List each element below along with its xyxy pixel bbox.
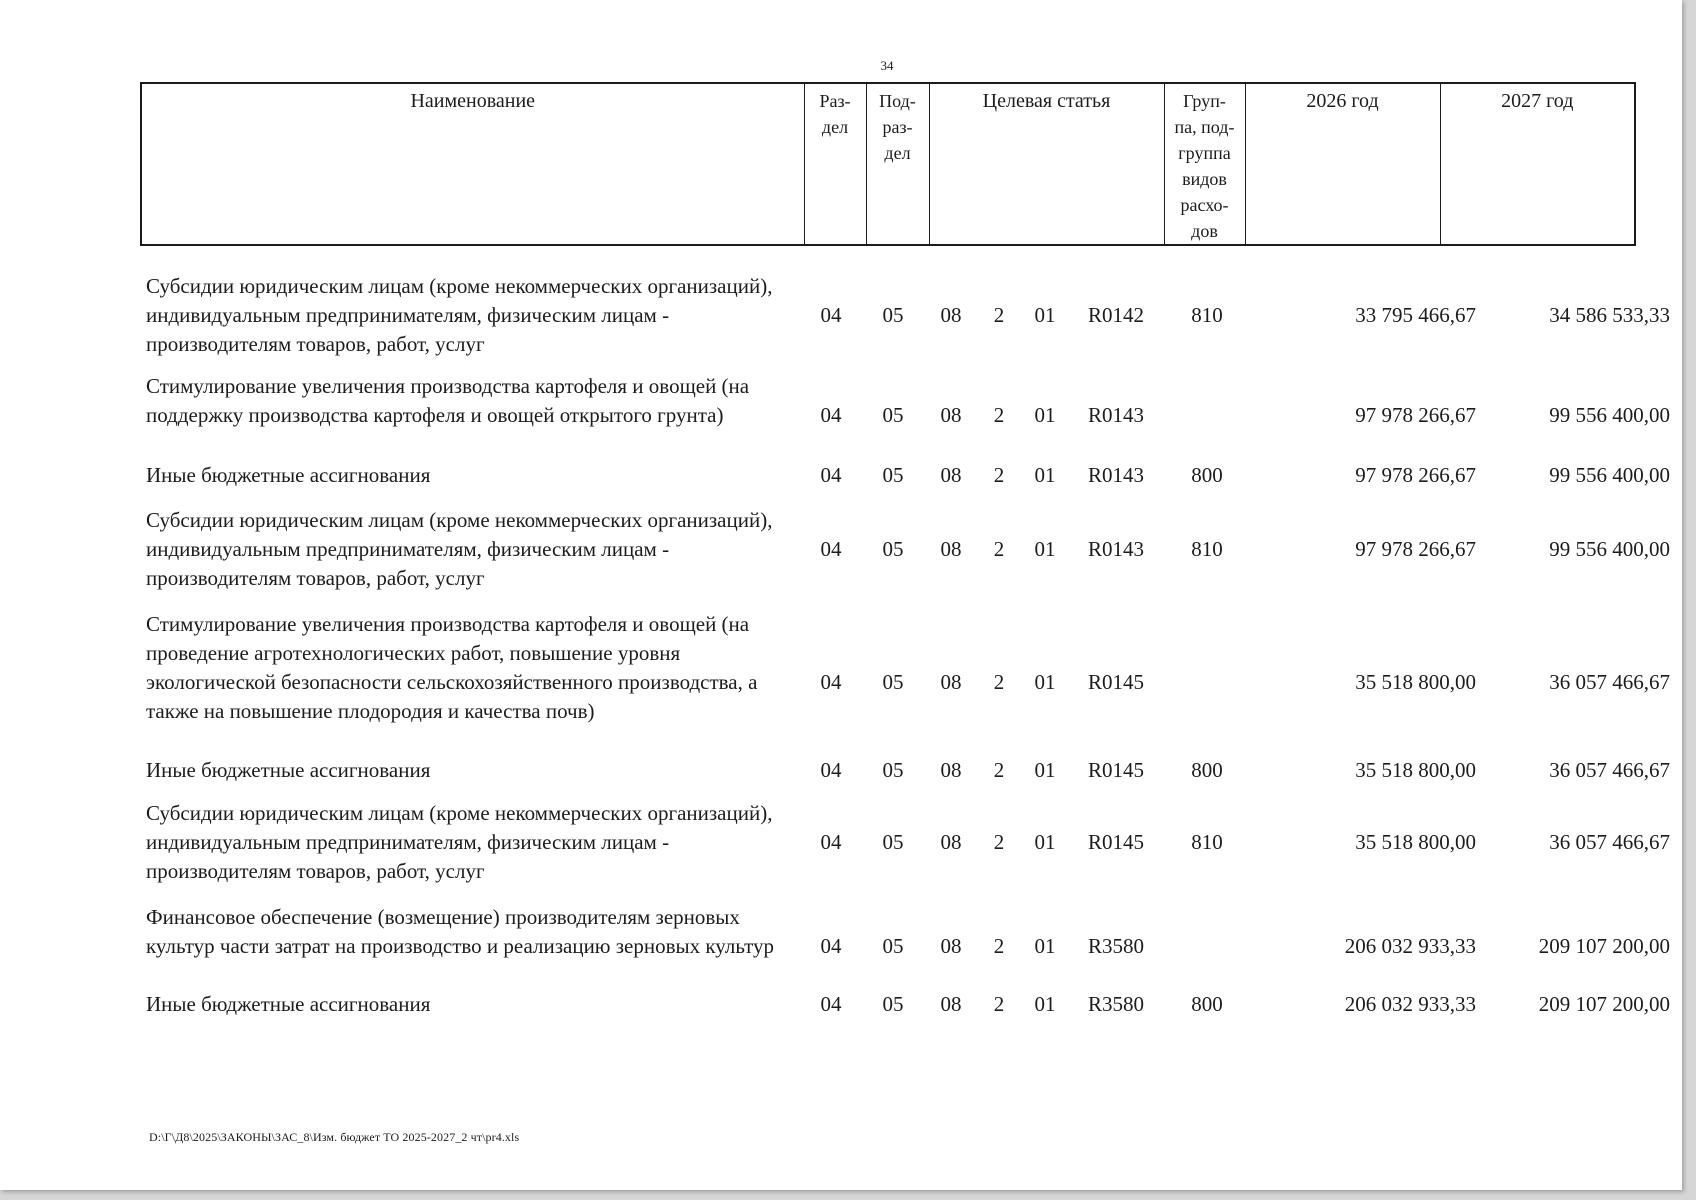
row-amount-2027: 36 057 466,67 (1549, 830, 1670, 854)
row-amount-2027: 209 107 200,00 (1538, 934, 1670, 958)
row-subsection: 05 (882, 830, 904, 854)
row-article-program: 08 (940, 934, 962, 958)
row-name: Финансовое обеспечение (возмещение) производителям зерновых культур части затрат на производство и реализацию зерновых культур (146, 905, 775, 958)
row-article-direction: R0143 (1087, 463, 1144, 487)
row-section: 04 (820, 537, 842, 561)
table-row (140, 506, 1670, 594)
row-subsection: 05 (882, 992, 904, 1016)
file-path-footer: D:\Г\Д8\2025\ЗАКОНЫ\ЗАС_8\Изм. бюджет ТО 2025-2027_2 чт\pr4.xls (149, 1130, 520, 1144)
header-year-2027: 2027 год (1440, 83, 1635, 245)
row-section: 04 (820, 758, 842, 782)
row-article-subprogram: 2 (993, 758, 1005, 782)
row-article-subprogram: 2 (993, 670, 1005, 694)
row-article-main: 01 (1034, 830, 1056, 854)
header-target-article: Целевая статья (929, 83, 1164, 245)
row-article-program: 08 (940, 670, 962, 694)
row-expense-group: 810 (1191, 303, 1223, 327)
row-article-subprogram: 2 (993, 934, 1005, 958)
table-row (140, 903, 1670, 991)
row-article-program: 08 (940, 758, 962, 782)
row-amount-2026: 97 978 266,67 (1355, 403, 1476, 427)
row-article-main: 01 (1034, 303, 1056, 327)
page-number: 34 (880, 58, 894, 73)
row-amount-2027: 36 057 466,67 (1549, 758, 1670, 782)
row-subsection: 05 (882, 537, 904, 561)
row-article-direction: R0143 (1087, 403, 1144, 427)
row-subsection: 05 (882, 463, 904, 487)
table-header (140, 82, 1636, 246)
row-section: 04 (820, 670, 842, 694)
row-article-main: 01 (1034, 758, 1056, 782)
row-article-direction: R0143 (1087, 537, 1144, 561)
table-row (140, 372, 1670, 460)
row-article-main: 01 (1034, 403, 1056, 427)
row-article-subprogram: 2 (993, 537, 1005, 561)
row-subsection: 05 (882, 670, 904, 694)
row-article-direction: R3580 (1087, 934, 1144, 958)
row-article-subprogram: 2 (993, 303, 1005, 327)
row-name: Субсидии юридическим лицам (кроме некоммерческих организаций), индивидуальным предпринимателям, физическим лицам - производителям товаров, работ, услуг (146, 508, 773, 590)
row-amount-2026: 206 032 933,33 (1344, 992, 1476, 1016)
row-article-main: 01 (1034, 934, 1056, 958)
row-article-direction: R0145 (1087, 670, 1144, 694)
row-name: Стимулирование увеличения производства картофеля и овощей (на проведение агротехнологических работ, повышение уровня экологической безопасности сельскохозяйственного производства, а также на повышение плодородия и качества почв) (146, 612, 758, 723)
row-article-subprogram: 2 (993, 463, 1005, 487)
table-row (140, 272, 1670, 360)
table-row (140, 461, 1670, 491)
row-article-direction: R0145 (1087, 758, 1144, 782)
row-name: Иные бюджетные ассигнования (146, 758, 431, 782)
row-subsection: 05 (882, 758, 904, 782)
row-article-program: 08 (940, 303, 962, 327)
row-expense-group: 810 (1191, 830, 1223, 854)
row-name: Субсидии юридическим лицам (кроме некоммерческих организаций), индивидуальным предпринимателям, физическим лицам - производителям товаров, работ, услуг (146, 801, 773, 883)
row-article-program: 08 (940, 992, 962, 1016)
row-subsection: 05 (882, 303, 904, 327)
row-amount-2026: 97 978 266,67 (1355, 537, 1476, 561)
row-section: 04 (820, 403, 842, 427)
row-section: 04 (820, 303, 842, 327)
row-amount-2026: 33 795 466,67 (1355, 303, 1476, 327)
row-amount-2027: 99 556 400,00 (1549, 537, 1670, 561)
row-amount-2026: 35 518 800,00 (1355, 670, 1476, 694)
row-article-direction: R0145 (1087, 830, 1144, 854)
row-article-main: 01 (1034, 537, 1056, 561)
row-article-subprogram: 2 (993, 830, 1005, 854)
row-expense-group: 800 (1191, 758, 1223, 782)
row-name: Стимулирование увеличения производства картофеля и овощей (на поддержку производства картофеля и овощей открытого грунта) (146, 374, 750, 427)
row-section: 04 (820, 463, 842, 487)
row-expense-group: 800 (1191, 463, 1223, 487)
row-amount-2027: 99 556 400,00 (1549, 463, 1670, 487)
row-amount-2027: 209 107 200,00 (1538, 992, 1670, 1016)
row-section: 04 (820, 830, 842, 854)
table-row (140, 990, 1670, 1020)
row-article-program: 08 (940, 830, 962, 854)
row-amount-2026: 97 978 266,67 (1355, 463, 1476, 487)
row-article-main: 01 (1034, 670, 1056, 694)
row-article-direction: R3580 (1087, 992, 1144, 1016)
row-name: Иные бюджетные ассигнования (146, 463, 431, 487)
row-subsection: 05 (882, 934, 904, 958)
table-row (140, 756, 1670, 786)
row-name: Иные бюджетные ассигнования (146, 992, 431, 1016)
row-article-main: 01 (1034, 992, 1056, 1016)
header-year-2026: 2026 год (1245, 83, 1440, 245)
row-amount-2026: 35 518 800,00 (1355, 830, 1476, 854)
table-row (140, 799, 1670, 887)
row-expense-group: 800 (1191, 992, 1223, 1016)
row-article-program: 08 (940, 403, 962, 427)
row-expense-group: 810 (1191, 537, 1223, 561)
header-name: Наименование (141, 83, 804, 245)
row-name: Субсидии юридическим лицам (кроме некоммерческих организаций), индивидуальным предпринимателям, физическим лицам - производителям товаров, работ, услуг (146, 274, 773, 356)
header-expense-group: Груп- па, под- группа видов расхо- дов (1164, 83, 1245, 245)
row-article-subprogram: 2 (993, 992, 1005, 1016)
row-section: 04 (820, 992, 842, 1016)
row-amount-2026: 35 518 800,00 (1355, 758, 1476, 782)
row-amount-2026: 206 032 933,33 (1344, 934, 1476, 958)
row-article-main: 01 (1034, 463, 1056, 487)
row-article-program: 08 (940, 537, 962, 561)
header-subsection: Под- раз- дел (866, 83, 929, 245)
table-row (140, 610, 1670, 756)
row-article-subprogram: 2 (993, 403, 1005, 427)
row-subsection: 05 (882, 403, 904, 427)
row-amount-2027: 34 586 533,33 (1549, 303, 1670, 327)
header-section: Раз- дел (804, 83, 866, 245)
row-amount-2027: 99 556 400,00 (1549, 403, 1670, 427)
row-article-program: 08 (940, 463, 962, 487)
row-amount-2027: 36 057 466,67 (1549, 670, 1670, 694)
row-article-direction: R0142 (1087, 303, 1144, 327)
row-section: 04 (820, 934, 842, 958)
